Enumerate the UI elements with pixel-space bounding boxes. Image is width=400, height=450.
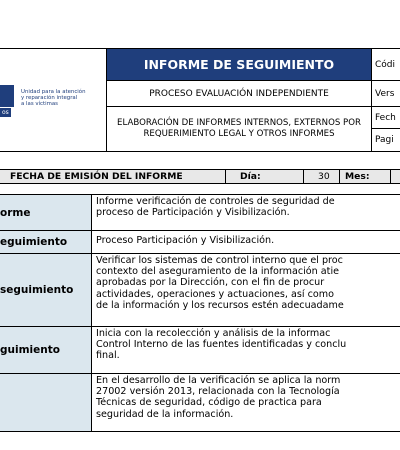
row-value: Verificar los sistemas de control interno que el proc contexto del aseguramiento de la información atie aprobadas por la Dirección, con el fin de procur actividades, operaciones y actuaciones, así como de la información y los recursos estén adecuadame [96,255,344,311]
row-label: seguimiento [0,254,92,326]
row-label: eguimiento [0,231,92,253]
table-row [0,231,400,253]
divider [225,170,227,183]
table-row [0,374,400,431]
report-title: INFORME DE SEGUIMIENTO [106,48,372,81]
day-label: Día: [240,171,261,182]
row-label: orme [0,195,92,230]
row-label: guimiento [0,327,92,373]
process-name: PROCESO EVALUACIÓN INDEPENDIENTE [106,80,372,107]
meta-date-label: Fech [371,106,400,129]
row-value: Proceso Participación y Visibilización. [96,235,275,246]
meta-code-label: Códi [371,48,400,81]
table-row [0,327,400,373]
emission-date-strip [0,169,400,184]
row-label [0,374,92,431]
elaboration-name: ELABORACIÓN DE INFORMES INTERNOS, EXTERNOS POR REQUERIMIENTO LEGAL Y OTROS INFORMES [106,106,372,152]
logo-sub-text: os [2,109,9,116]
emission-date-label: FECHA DE EMISIÓN DEL INFORME [10,171,183,182]
month-label: Mes: [345,171,370,182]
divider [339,170,341,183]
logo-mark [0,85,14,107]
row-value: En el desarrollo de la verificación se aplica la norm 27002 versión 2013, relacionada con la Tecnología Técnicas de seguridad, código de practica para seguridad de la información. [96,375,341,420]
divider [390,170,392,183]
row-value: Inicia con la recolección y análisis de la informac Control Interno de las fuentes identificadas y conclu final. [96,328,347,362]
logo-cell [0,48,107,152]
divider [303,170,305,183]
meta-version-label: Vers [371,80,400,107]
logo-unit-text: Unidad para la atención y reparación integral a las víctimas [21,89,86,107]
meta-page-label: Pagi [371,128,400,152]
day-value: 30 [318,171,330,182]
table-row [0,195,400,230]
row-value: Informe verificación de controles de seguridad de proceso de Participación y Visibilización. [96,196,335,219]
table-row [0,254,400,326]
table-bottom-border [0,431,400,432]
